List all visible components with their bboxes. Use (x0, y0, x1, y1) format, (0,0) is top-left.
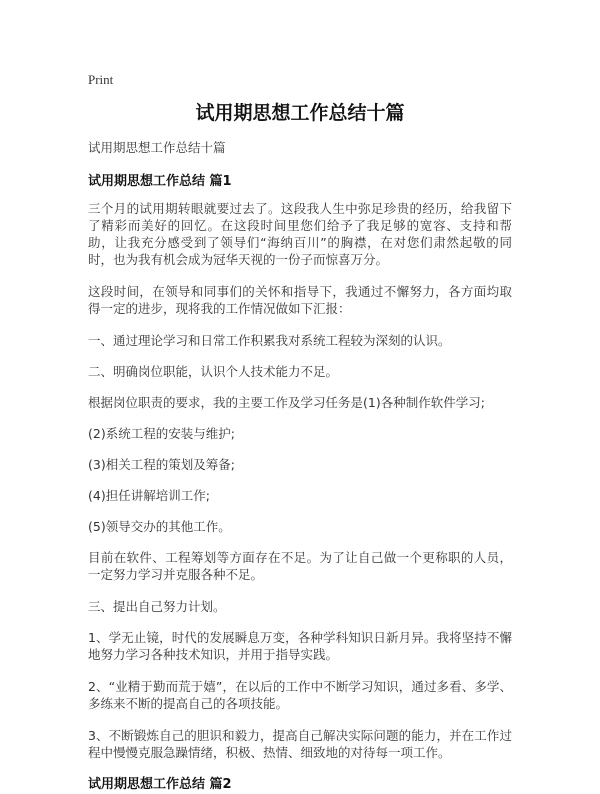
paragraph: (5)领导交办的其他工作。 (88, 519, 231, 534)
paragraph: 三、提出自己努力计划。 (88, 599, 226, 614)
print-link[interactable]: Print (88, 72, 114, 87)
paragraph: (3)相关工程的策划及筹备; (88, 457, 235, 472)
paragraph: 这段时间，在领导和同事们的关怀和指导下，我通过不懈努力，各方面均取得一定的进步，现将我的工作情况做如下汇报： (88, 284, 512, 316)
paragraph: (2)系统工程的安装与维护; (88, 426, 235, 441)
paragraph: 3、不断锻炼自己的胆识和毅力，提高自己解决实际问题的能力，并在工作过程中慢慢克服急躁情绪，积极、热情、细致地的对待每一项工作。 (88, 728, 512, 760)
section-heading-1: 试用期思想工作总结 篇1 (88, 174, 232, 189)
document-title: 试用期思想工作总结十篇 (195, 102, 405, 124)
paragraph: 1、学无止镜，时代的发展瞬息万变，各种学科知识日新月异。我将坚持不懈地努力学习各种技术知识，并用于指导实践。 (88, 630, 512, 662)
paragraph: 目前在软件、工程筹划等方面存在不足。为了让自己做一个更称职的人员，一定努力学习并克服各种不足。 (88, 550, 512, 582)
paragraph: 二、明确岗位职能，认识个人技术能力不足。 (88, 364, 339, 379)
paragraph: 三个月的试用期转眼就要过去了。这段我人生中弥足珍贵的经历，给我留下了精彩而美好的回忆。在这段时间里您们给予了我足够的宽容、支持和帮助，让我充分感受到了领导们“海纳百川”的胸襟，在对您们肃然起敬的同时，也为我有机会成为冠华天视的一份子而惊喜万分。 (88, 201, 512, 267)
section-heading-2: 试用期思想工作总结 篇2 (88, 777, 232, 792)
document-subtitle: 试用期思想工作总结十篇 (88, 140, 226, 155)
paragraph: 一、通过理论学习和日常工作积累我对系统工程较为深刻的认识。 (88, 333, 451, 348)
paragraph: 2、“业精于勤而荒于嬉”，在以后的工作中不断学习知识，通过多看、多学、多练来不断的提高自己的各项技能。 (88, 679, 512, 711)
paragraph: (4)担任讲解培训工作; (88, 488, 210, 503)
paragraph: 根据岗位职责的要求，我的主要工作及学习任务是(1)各种制作软件学习; (88, 395, 485, 410)
